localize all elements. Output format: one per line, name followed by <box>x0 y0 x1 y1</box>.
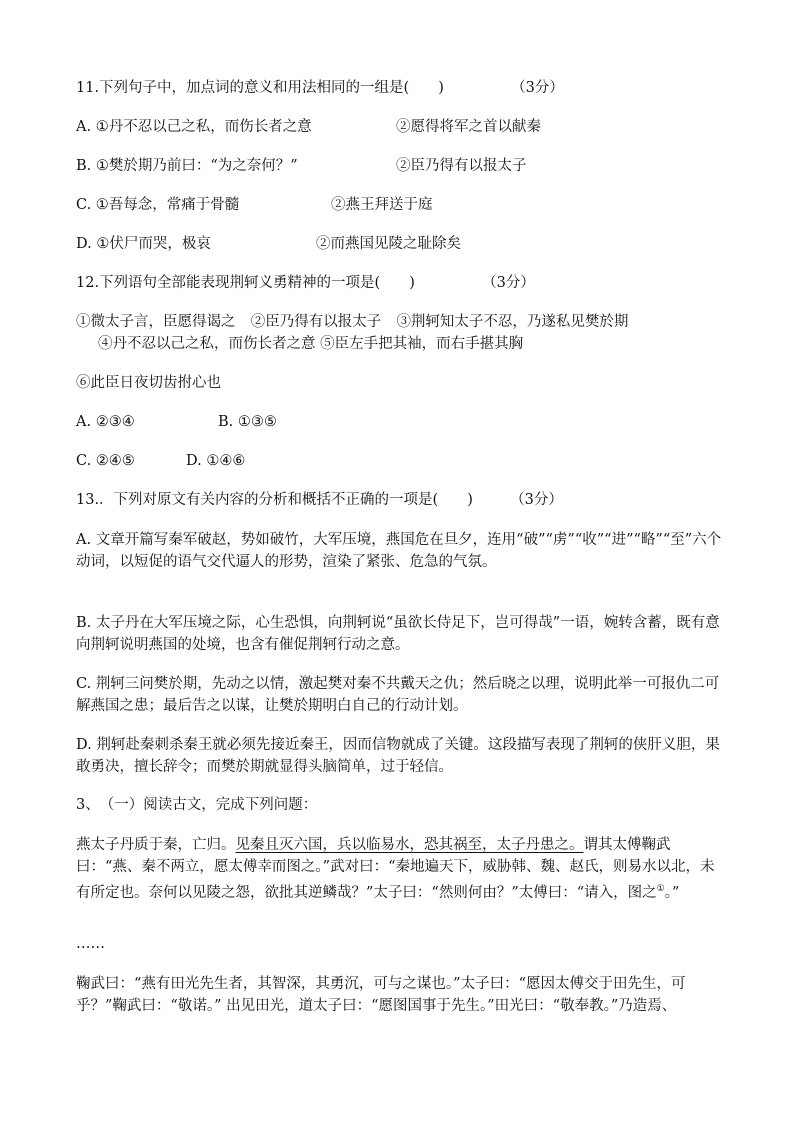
section3-ellipsis: …… <box>76 936 105 952</box>
q12-stem: 12.下列语句全部能表现荆轲义勇精神的一项是( ) <box>76 275 415 291</box>
q12-sentence-4: ④丹不忍以己之私，而伤长者之意 <box>98 336 316 352</box>
q13-score: （3分） <box>510 492 563 508</box>
q12-option-c: C. ②④⑤ <box>76 453 135 469</box>
q12-sentences-row1 <box>76 312 724 332</box>
q13-option-a: A. 文章开篇写秦军破赵，势如破竹，大军压境，燕国危在旦夕，连用“破”“虏”“收”“进”“略”“至”六个动词，以短促的语气交代逼人的形势，渲染了紧张、危急的气氛。 <box>76 532 722 570</box>
q11-stem: 11.下列句子中，加点词的意义和用法相同的一组是( ) <box>76 80 444 96</box>
p1-continuation: 谓其太傅鞠武曰：“燕、秦不两立，愿太傅幸而图之。”武对曰：“秦地遍天下，威胁韩、魏、赵氏，则易水以北，未有所定也。奈何以见陵之怨，欲批其逆鳞哉？”太子曰：“然则何由？”太傅曰：“请入，图之 <box>76 837 715 901</box>
q11-option-d-2: ②而燕国见陵之耻除矣 <box>316 236 461 252</box>
q12-sentence-2: ②臣乃得有以报太子 <box>250 314 382 330</box>
p1-end: 。” <box>664 884 680 901</box>
q12-options-ab <box>76 412 724 432</box>
q13-option-c: C. 荆轲三问樊於期，先动之以情，激起樊对秦不共戴天之仇；然后晓之以理，说明此举一可报仇二可解燕国之患；最后告之以谋，让樊於期明白自己的行动计划。 <box>76 676 720 714</box>
section3-paragraph-2: 鞠武曰：“燕有田光先生者，其智深，其勇沉，可与之谋也。”太子曰：“愿因太傅交于田先生，可乎？”鞠武曰：“敬诺。” 出见田光，道太子曰：“愿图国事于先生。”田光曰：“敬奉教。”乃造焉、 <box>76 976 686 1014</box>
p1-underlined-sentence: 见秦且灭六国，兵以临易水，恐其祸至，太子丹患之。 <box>235 837 584 853</box>
q11-option-c-1: C. ①吾每念，常痛于骨髓 <box>76 197 240 213</box>
q12-sentence-5: ⑤臣左手把其袖，而右手揕其胸 <box>320 336 524 352</box>
q11-score: （3分） <box>511 80 564 96</box>
q13-option-b: B. 太子丹在大军压境之际，心生恐惧，向荆轲说“虽欲长侍足下，岂可得哉”一语，婉转含蓄，既有意向荆轲说明燕国的处境，也含有催促荆轲行动之意。 <box>76 615 720 653</box>
q13-stem-line <box>76 490 724 510</box>
q12-option-a: A. ②③④ <box>76 414 135 430</box>
q12-sentences-row2 <box>76 334 746 354</box>
q11-stem-line <box>76 78 724 98</box>
q11-option-a-2: ②愿得将军之首以献秦 <box>396 119 541 135</box>
q11-option-a-1: A. ①丹不忍以己之私，而伤长者之意 <box>76 119 312 135</box>
q11-option-c-2: ②燕王拜送于庭 <box>331 197 433 213</box>
q12-stem-line <box>76 273 724 293</box>
footnote-marker: ① <box>656 884 665 894</box>
q12-sentence-3: ③荆轲知太子不忍，乃遂私见樊於期 <box>396 314 629 330</box>
q13-option-d: D. 荆轲赴秦刺杀秦王就必须先接近秦王，因而信物就成了关键。这段描写表现了荆轲的侠肝义胆，果敢勇决，擅长辞令；而樊於期就显得头脑简单，过于轻信。 <box>76 737 720 775</box>
q11-option-b <box>76 156 724 176</box>
q11-option-a <box>76 117 724 137</box>
q12-score: （3分） <box>482 275 535 291</box>
q12-sentences-row3 <box>76 373 724 393</box>
q11-option-d <box>76 234 724 254</box>
p1-start: 燕太子丹质于秦，亡归。 <box>76 837 236 853</box>
q11-option-c <box>76 195 724 215</box>
q12-option-b: B. ①③⑤ <box>218 414 277 430</box>
q12-sentence-1: ①微太子言，臣愿得谒之 <box>76 314 236 330</box>
q11-option-d-1: D. ①伏尸而哭，极哀 <box>76 236 211 252</box>
section3-paragraph-1 <box>76 834 724 904</box>
section3-heading: 3、 （一）阅读古文，完成下列问题： <box>76 797 318 813</box>
q12-option-d: D. ①④⑥ <box>186 453 246 469</box>
q12-sentence-6: ⑥此臣日夜切齿拊心也 <box>76 375 221 391</box>
q11-option-b-2: ②臣乃得有以报太子 <box>396 158 527 174</box>
q12-options-cd <box>76 451 724 471</box>
q11-option-b-1: B. ①樊於期乃前曰：“为之奈何？” <box>76 158 298 174</box>
q13-stem: 13.．下列对原文有关内容的分析和概括不正确的一项是( ) <box>76 492 473 508</box>
